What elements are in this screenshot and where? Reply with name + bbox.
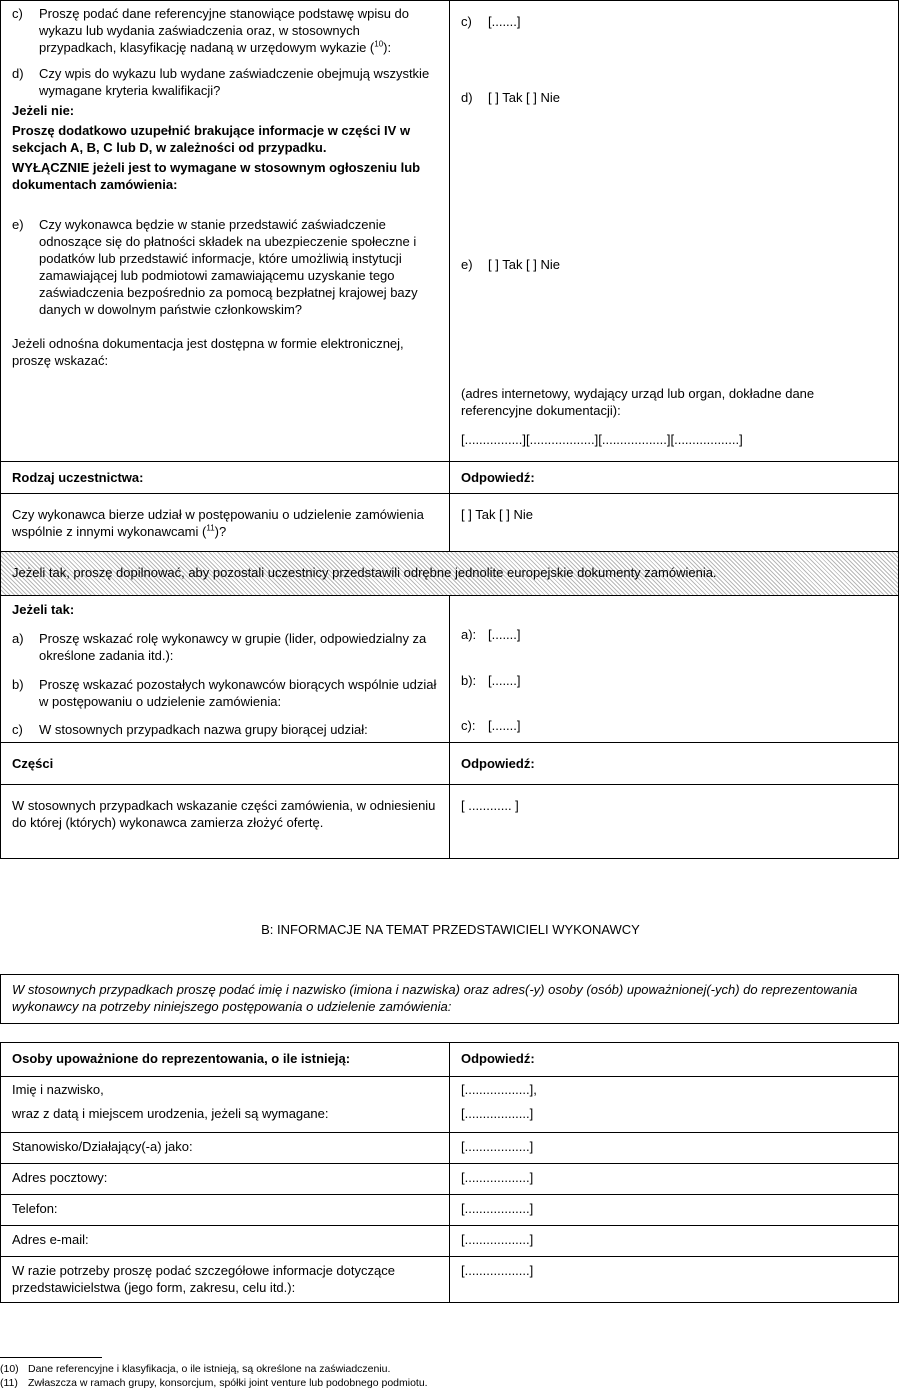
participation-header-row xyxy=(1,461,898,493)
footnote-separator xyxy=(0,1357,102,1358)
email-label: Adres e-mail: xyxy=(1,1226,450,1256)
representatives-table xyxy=(0,1042,899,1303)
name-label: Imię i nazwisko, xyxy=(12,1082,104,1097)
item-c: c) Proszę podać dane referencyjne stanowiące podstawę wpisu do wykazu lub wydania zaświadczenia oraz, w stosownych przypadkach, klasyfikację nadaną w urzędowym wykazie ($^{10}$): xyxy=(12,6,410,55)
electronic-doc-answer-field[interactable]: [................][..................][..................][..................] xyxy=(461,432,743,447)
only-if-required-note: WYŁĄCZNIE jeżeli jest to wymagane w stosownym ogłoszeniu lub dokumentach zamówienia: xyxy=(12,160,421,192)
shaded-note: Jeżeli tak, proszę dopilnować, aby pozostali uczestnicy przedstawili odrębne jednolite europejskie dokumenty zamówienia. xyxy=(1,551,898,595)
footnote-ref-10[interactable]: 10 xyxy=(374,39,384,49)
answer-d-field[interactable]: [ ] Tak [ ] Nie xyxy=(488,90,561,105)
answer-c: c) [.......] xyxy=(461,14,521,29)
phone-row xyxy=(1,1194,898,1225)
footnote-11: (11) Zwłaszcza w ramach grupy, konsorcjum, spółki joint venture lub podobnego podmiotu. xyxy=(0,1377,428,1389)
if-not-text: Proszę dodatkowo uzupełnić brakujące informacje w części IV w sekcjach A, B, C lub D, w zależności od przypadku. xyxy=(12,123,411,155)
criteria-row xyxy=(1,1,898,461)
group-item-b: b) Proszę wskazać pozostałych wykonawców biorących wspólnie udział w postępowaniu o udzielenie zamówienia: xyxy=(12,677,437,709)
item-e: e) Czy wykonawca będzie w stanie przedstawić zaświadczenie odnoszące się do płatności składek na ubezpieczenie społeczne i podatków lub przedstawić informacje, które umożliwią instytucji zamawiającej lub podmiotowi zamawiającemu uzyskanie tego zaświadczenia bezpośrednio za pomocą bezpłatnej krajowej bazy danych w dowolnym państwie członkowskim? xyxy=(12,217,418,317)
representatives-header-right: Odpowiedź: xyxy=(461,1051,535,1066)
phone-label: Telefon: xyxy=(1,1195,450,1225)
group-answer-b: b): [.......] xyxy=(461,673,521,688)
answer-d: d) [ ] Tak [ ] Nie xyxy=(461,90,561,105)
group-answer-a-field[interactable]: [.......] xyxy=(488,627,521,642)
parts-text: W stosownych przypadkach wskazanie części zamówienia, w odniesieniu do której (których) wykonawca zamierza złożyć ofertę. xyxy=(1,785,450,858)
phone-answer-field[interactable]: [..................] xyxy=(461,1201,534,1216)
parts-header-row xyxy=(1,742,898,784)
postal-address-row xyxy=(1,1163,898,1194)
birth-label: wraz z datą i miejscem urodzenia, jeżeli są wymagane: xyxy=(12,1106,329,1121)
participation-answer-header: Odpowiedź: xyxy=(461,470,535,485)
group-details-answers xyxy=(450,596,898,742)
representatives-header-left: Osoby upoważnione do reprezentowania, o ile istnieją: xyxy=(1,1043,450,1076)
participation-header: Rodzaj uczestnictwa: xyxy=(1,462,450,493)
section-b-heading: B: INFORMACJE NA TEMAT PRZEDSTAWICIELI WYKONAWCY xyxy=(261,922,640,937)
answer-e-field[interactable]: [ ] Tak [ ] Nie xyxy=(488,257,561,272)
footnote-10: (10) Dane referencyjne i klasyfikacja, o ile istnieją, są określone na zaświadczeniu. xyxy=(0,1363,391,1375)
criteria-questions xyxy=(1,1,450,461)
position-row xyxy=(1,1132,898,1163)
section-b-intro: W stosownych przypadkach proszę podać imię i nazwisko (imiona i nazwiska) oraz adres(-y) osoby (osób) upoważnionej(-ych) do reprezentowania wykonawcy na potrzeby niniejszego postępowania o udzielenie zamówienia: xyxy=(0,974,899,1024)
parts-header: Części xyxy=(1,743,450,784)
group-answer-a: a): [.......] xyxy=(461,627,521,642)
representation-details-answer-field[interactable]: [..................] xyxy=(461,1263,534,1278)
electronic-doc-answer-label: (adres internetowy, wydający urząd lub organ, dokładne dane referencyjne dokumentacji): xyxy=(461,386,815,418)
email-row xyxy=(1,1225,898,1256)
name-answer-field[interactable]: [..................], xyxy=(461,1082,537,1097)
group-details-questions xyxy=(1,596,450,742)
position-answer-field[interactable]: [..................] xyxy=(461,1139,534,1154)
group-answer-c-field[interactable]: [.......] xyxy=(488,718,521,733)
representation-details-row xyxy=(1,1256,898,1302)
group-details-row xyxy=(1,595,898,742)
representatives-header-row xyxy=(1,1043,898,1076)
parts-answer-header: Odpowiedź: xyxy=(461,756,535,771)
if-yes-label: Jeżeli tak: xyxy=(12,602,75,617)
participation-answer-field[interactable]: [ ] Tak [ ] Nie xyxy=(461,507,534,522)
item-d: d) Czy wpis do wykazu lub wydane zaświadczenie obejmują wszystkie wymagane kryteria kwalifikacji? xyxy=(12,66,430,98)
email-answer-field[interactable]: [..................] xyxy=(461,1232,534,1247)
answer-c-field[interactable]: [.......] xyxy=(488,14,521,29)
representative-name-row xyxy=(1,1076,898,1132)
group-answer-b-field[interactable]: [.......] xyxy=(488,673,521,688)
group-answer-c: c): [.......] xyxy=(461,718,521,733)
answer-e: e) [ ] Tak [ ] Nie xyxy=(461,257,561,272)
participation-question-row xyxy=(1,493,898,551)
postal-address-answer-field[interactable]: [..................] xyxy=(461,1170,534,1185)
electronic-doc-text: Jeżeli odnośna dokumentacja jest dostępna w formie elektronicznej, proszę wskazać: xyxy=(12,336,404,368)
group-item-c: c) W stosownych przypadkach nazwa grupy biorącej udział: xyxy=(12,722,368,737)
position-label: Stanowisko/Działający(-a) jako: xyxy=(1,1133,450,1163)
if-not-label: Jeżeli nie: xyxy=(12,103,75,118)
parts-row xyxy=(1,784,898,858)
birth-answer-field[interactable]: [..................] xyxy=(461,1106,534,1121)
criteria-answers xyxy=(450,1,898,461)
postal-address-label: Adres pocztowy: xyxy=(1,1164,450,1194)
footnote-ref-11[interactable]: 11 xyxy=(206,523,215,533)
representative-name-labels xyxy=(1,1077,450,1132)
participation-question: Czy wykonawca bierze udział w postępowaniu o udzielenie zamówienia wspólnie z innymi wykonawcami ($^{11}$)? xyxy=(1,494,450,551)
representative-name-answers xyxy=(450,1077,898,1132)
representation-details-label: W razie potrzeby proszę podać szczegółowe informacje dotyczące przedstawicielstwa (jego form, zakresu, celu itd.): xyxy=(1,1257,450,1302)
group-item-a: a) Proszę wskazać rolę wykonawcy w grupie (lider, odpowiedzialny za określone zadania itd.): xyxy=(12,631,427,663)
parts-answer-field[interactable]: [ ............ ] xyxy=(461,798,519,813)
